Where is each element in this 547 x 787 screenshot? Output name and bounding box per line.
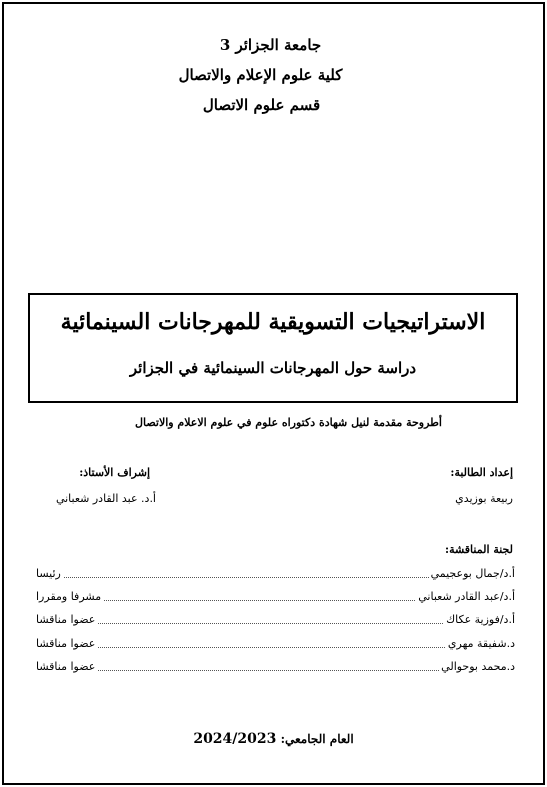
- thesis-description: أطروحة مقدمة لنيل شهادة دكتوراه علوم في علوم الاعلام والاتصال: [135, 416, 442, 429]
- committee-member-row: [36, 660, 515, 674]
- academic-year: [0, 731, 547, 747]
- faculty-name: كلية علوم الإعلام والاتصال: [178, 66, 343, 84]
- dotted-leader: [36, 647, 515, 648]
- committee-member-role: عضوا مناقشا: [36, 660, 96, 673]
- committee-member-role: عضوا مناقشا: [36, 637, 96, 650]
- supervisor-label: إشراف الأستاذ:: [79, 466, 150, 479]
- committee-label: لجنة المناقشة:: [445, 543, 513, 556]
- thesis-subtitle: دراسة حول المهرجانات السينمائية في الجزائر: [129, 359, 417, 377]
- supervisor-name: أ.د. عبد القادر شعباني: [55, 492, 156, 505]
- thesis-title: الاستراتيجيات التسويقية للمهرجانات السينمائية: [60, 309, 486, 335]
- department-name: قسم علوم الاتصال: [202, 96, 321, 114]
- committee-member-name: أ.د/عبد القادر شعباني: [418, 590, 515, 603]
- committee-member-row: [36, 590, 515, 604]
- committee-member-role: مشرفا ومقررا: [36, 590, 102, 603]
- student-label: إعداد الطالبة:: [450, 466, 513, 479]
- academic-year-value: 2024/2023: [193, 731, 277, 747]
- committee-member-role: رئيسا: [36, 567, 61, 580]
- committee-member-role: عضوا مناقشا: [36, 613, 96, 626]
- committee-member-row: [36, 613, 515, 627]
- committee-member-row: [36, 567, 515, 581]
- university-name: جامعة الجزائر 3: [219, 36, 322, 54]
- committee-member-name: د.شفيقة مهري: [447, 637, 515, 650]
- student-name: ربيعة بوزيدي: [455, 492, 513, 505]
- title-box: [28, 293, 518, 403]
- committee-member-name: أ.د/فوزية عكاك: [446, 613, 515, 626]
- academic-year-label: العام الجامعي:: [280, 732, 354, 746]
- committee-member-row: [36, 637, 515, 651]
- committee-member-name: د.محمد بوحوالي: [441, 660, 515, 673]
- committee-member-name: أ.د/جمال بوعجيمي: [430, 567, 515, 580]
